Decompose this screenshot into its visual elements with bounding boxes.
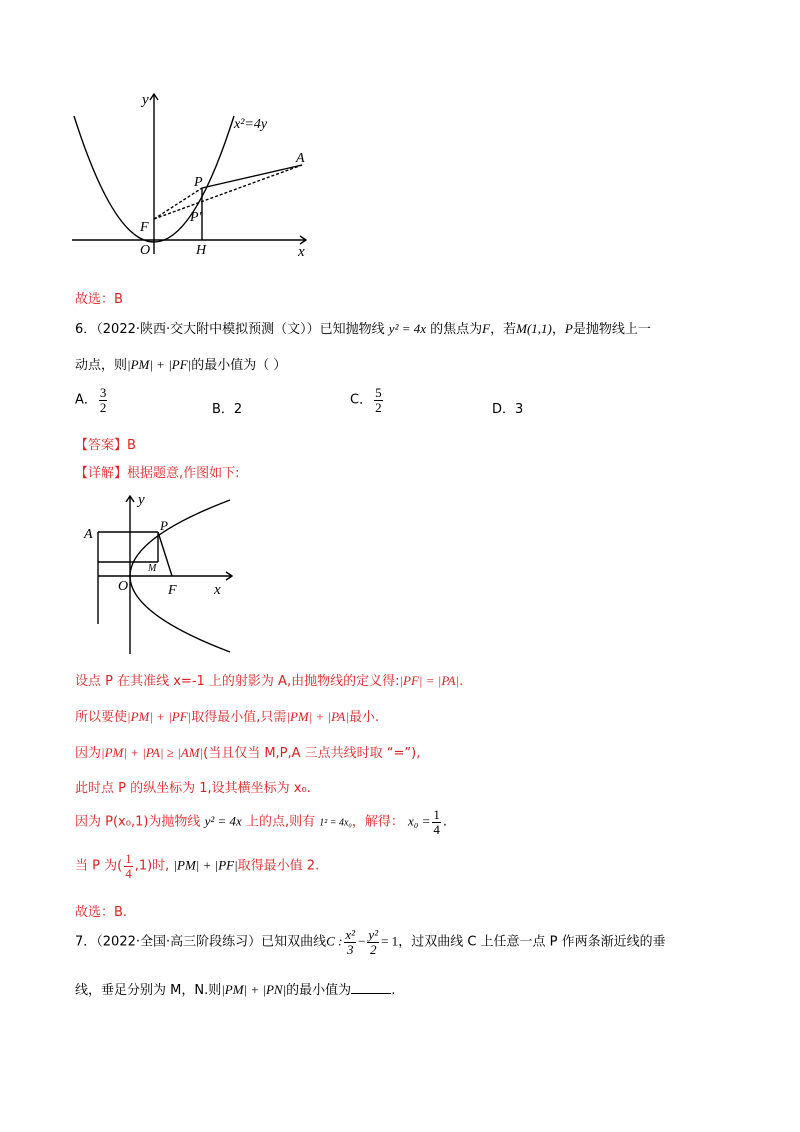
sol-l3-a: 因为 bbox=[75, 746, 102, 761]
sol-l1-a: 设点 P 在其准线 x=-1 上的射影为 A,由抛物线的定义得: bbox=[75, 674, 400, 689]
sol-l5-fraction bbox=[432, 808, 441, 836]
q7-d2: 2 bbox=[370, 941, 377, 957]
figure-parabola-x2-4y bbox=[68, 88, 318, 260]
q6-detail-text: 根据题意,作图如下: bbox=[127, 466, 240, 481]
sol-l6-c: 取得最小值 2. bbox=[237, 858, 320, 874]
previous-answer: 故选：B bbox=[75, 292, 123, 307]
sol-l3-expr: |PM| + |PA| ≥ |AM| bbox=[101, 745, 204, 760]
sol-l2-expr2: |PM| + |PA| bbox=[286, 709, 349, 724]
q6-option-A-num: 3 bbox=[99, 385, 107, 400]
fig2-label-F: F bbox=[168, 583, 177, 598]
sol-l6-expr: |PM| + |PF| bbox=[173, 857, 238, 873]
sol-l2-a: 所以要使 bbox=[75, 710, 128, 725]
q6-option-C-fraction bbox=[374, 386, 383, 414]
q6-line2-a: 动点，则 bbox=[75, 358, 128, 373]
q7-curve: C : bbox=[326, 933, 343, 949]
fig1-label-O: O bbox=[140, 243, 151, 258]
sol-l2-c: 最小. bbox=[348, 710, 380, 725]
q6-stem-c: ，若 bbox=[490, 322, 517, 337]
solution-line-5 bbox=[75, 808, 447, 836]
q6-option-D: D．3 bbox=[492, 402, 524, 417]
q6-option-A-fraction bbox=[99, 386, 108, 414]
fig1-label-A: A bbox=[296, 151, 305, 166]
sol-l5-a: 因为 P(x₀,1)为抛物线 bbox=[75, 814, 201, 830]
fig2-label-A: A bbox=[84, 527, 93, 542]
q6-stem-b: 的焦点为 bbox=[430, 322, 483, 337]
fig2-label-x: x bbox=[214, 582, 221, 598]
sol-l5-d: ，解得： bbox=[351, 814, 404, 830]
sol-l3-b: (当且仅当 M,P,A 三点共线时取 “=”), bbox=[203, 746, 421, 761]
sol-l5-eq: y² = 4x bbox=[204, 813, 242, 829]
sol-l1-b: . bbox=[459, 674, 464, 689]
q6-option-C-label: C． bbox=[350, 392, 373, 408]
q6-option-C bbox=[350, 386, 385, 414]
fig1-label-P-prime: P' bbox=[190, 210, 202, 225]
sol-l6-fraction bbox=[124, 852, 133, 880]
q6-option-A bbox=[75, 386, 109, 414]
fig1-label-equation: x²=4y bbox=[234, 117, 268, 132]
solution-line-1 bbox=[75, 670, 463, 689]
q6-detail bbox=[75, 462, 240, 481]
solution-line-6 bbox=[75, 852, 319, 880]
q7-stem-b: ，过双曲线 C 上任意一点 P 作两条渐近线的垂 bbox=[398, 934, 666, 950]
fig1-label-H: H bbox=[196, 243, 207, 258]
solution-line-4: 此时点 P 的纵坐标为 1,设其横坐标为 x₀. bbox=[75, 781, 311, 796]
q6-option-A-den: 2 bbox=[99, 399, 107, 415]
q7-source: （2022·全国·高三阶段练习） bbox=[96, 934, 262, 950]
q7-frac-2 bbox=[367, 928, 379, 956]
q7-stem-line2 bbox=[75, 979, 395, 998]
sol-l6-den: 4 bbox=[125, 865, 132, 881]
q6-stem-line2 bbox=[75, 354, 286, 373]
q7-number: 7． bbox=[75, 934, 97, 950]
q6-stem-a: 已知抛物线 bbox=[319, 322, 385, 337]
q7-line2-a: 线，垂足分别为 M，N.则 bbox=[75, 983, 222, 998]
q7-frac-1 bbox=[344, 928, 356, 956]
solution-line-3 bbox=[75, 742, 420, 761]
sol-l5-e: . bbox=[442, 814, 447, 830]
sol-l6-a: 当 P 为( bbox=[75, 858, 123, 874]
sol-l5-x0: x₀ = bbox=[408, 813, 431, 829]
q6-line2-b: 的最小值为（ ） bbox=[191, 358, 287, 373]
solution-line-7: 故选：B. bbox=[75, 905, 128, 920]
q6-expression: |PM| + |PF| bbox=[127, 357, 192, 372]
q6-point-P: P bbox=[564, 321, 573, 336]
q6-number: 6． bbox=[75, 322, 97, 337]
q7-line2-b: 的最小值为 bbox=[286, 983, 352, 998]
sol-l6-num: 1 bbox=[125, 851, 132, 866]
sol-l6-b: ,1)时, bbox=[134, 858, 170, 874]
fig2-label-O: O bbox=[118, 579, 129, 594]
fig1-label-y: y bbox=[142, 92, 149, 108]
fig2-label-y: y bbox=[138, 492, 145, 508]
q6-option-A-label: A． bbox=[75, 392, 97, 408]
q6-answer: 【答案】B bbox=[75, 438, 136, 453]
q6-point-M: M(1,1) bbox=[516, 321, 552, 336]
q7-expression: |PM| + |PN| bbox=[221, 982, 287, 997]
fig1-label-P: P bbox=[194, 175, 203, 190]
figure-parabola-y2-4x bbox=[80, 492, 240, 656]
q6-source: （2022·陕西·交大附中模拟预测（文）） bbox=[96, 322, 320, 337]
q6-stem-e: 是抛物线上一 bbox=[572, 322, 651, 337]
sol-l5-c: 1² = 4x₀ bbox=[319, 817, 352, 829]
sol-l1-expr: |PF| = |PA| bbox=[399, 673, 460, 688]
q6-option-C-num: 5 bbox=[375, 385, 382, 400]
sol-l5-b: 上的点,则有 bbox=[245, 814, 316, 830]
sol-l5-den: 4 bbox=[433, 821, 440, 837]
sol-l2-expr1: |PM| + |PF| bbox=[127, 709, 192, 724]
q7-stem-line1 bbox=[75, 928, 666, 956]
q6-option-B: B．2 bbox=[212, 402, 243, 417]
fig2-label-M: M bbox=[148, 563, 157, 574]
q6-focus: F bbox=[482, 321, 491, 336]
q7-n2: y² bbox=[368, 927, 379, 942]
fig2-label-P: P bbox=[160, 518, 168, 533]
sol-l2-b: 取得最小值,只需 bbox=[191, 710, 287, 725]
q6-parabola: y² = 4x bbox=[388, 321, 427, 336]
q7-answer-blank[interactable] bbox=[351, 981, 391, 994]
q6-stem-d: ， bbox=[551, 322, 565, 337]
fig1-label-x: x bbox=[298, 244, 305, 260]
q7-eq1: = 1 bbox=[381, 933, 399, 949]
q7-line2-c: . bbox=[391, 983, 396, 998]
q6-stem-line1 bbox=[75, 318, 651, 337]
q7-n1: x² bbox=[345, 927, 356, 942]
q6-detail-label: 【详解】 bbox=[75, 466, 128, 481]
q6-option-C-den: 2 bbox=[375, 399, 382, 415]
solution-line-2 bbox=[75, 706, 379, 725]
sol-l5-num: 1 bbox=[433, 807, 440, 822]
q7-stem-a: 已知双曲线 bbox=[261, 934, 327, 950]
q7-minus: − bbox=[358, 933, 366, 949]
q7-d1: 3 bbox=[346, 941, 354, 957]
fig1-label-F: F bbox=[140, 220, 149, 235]
